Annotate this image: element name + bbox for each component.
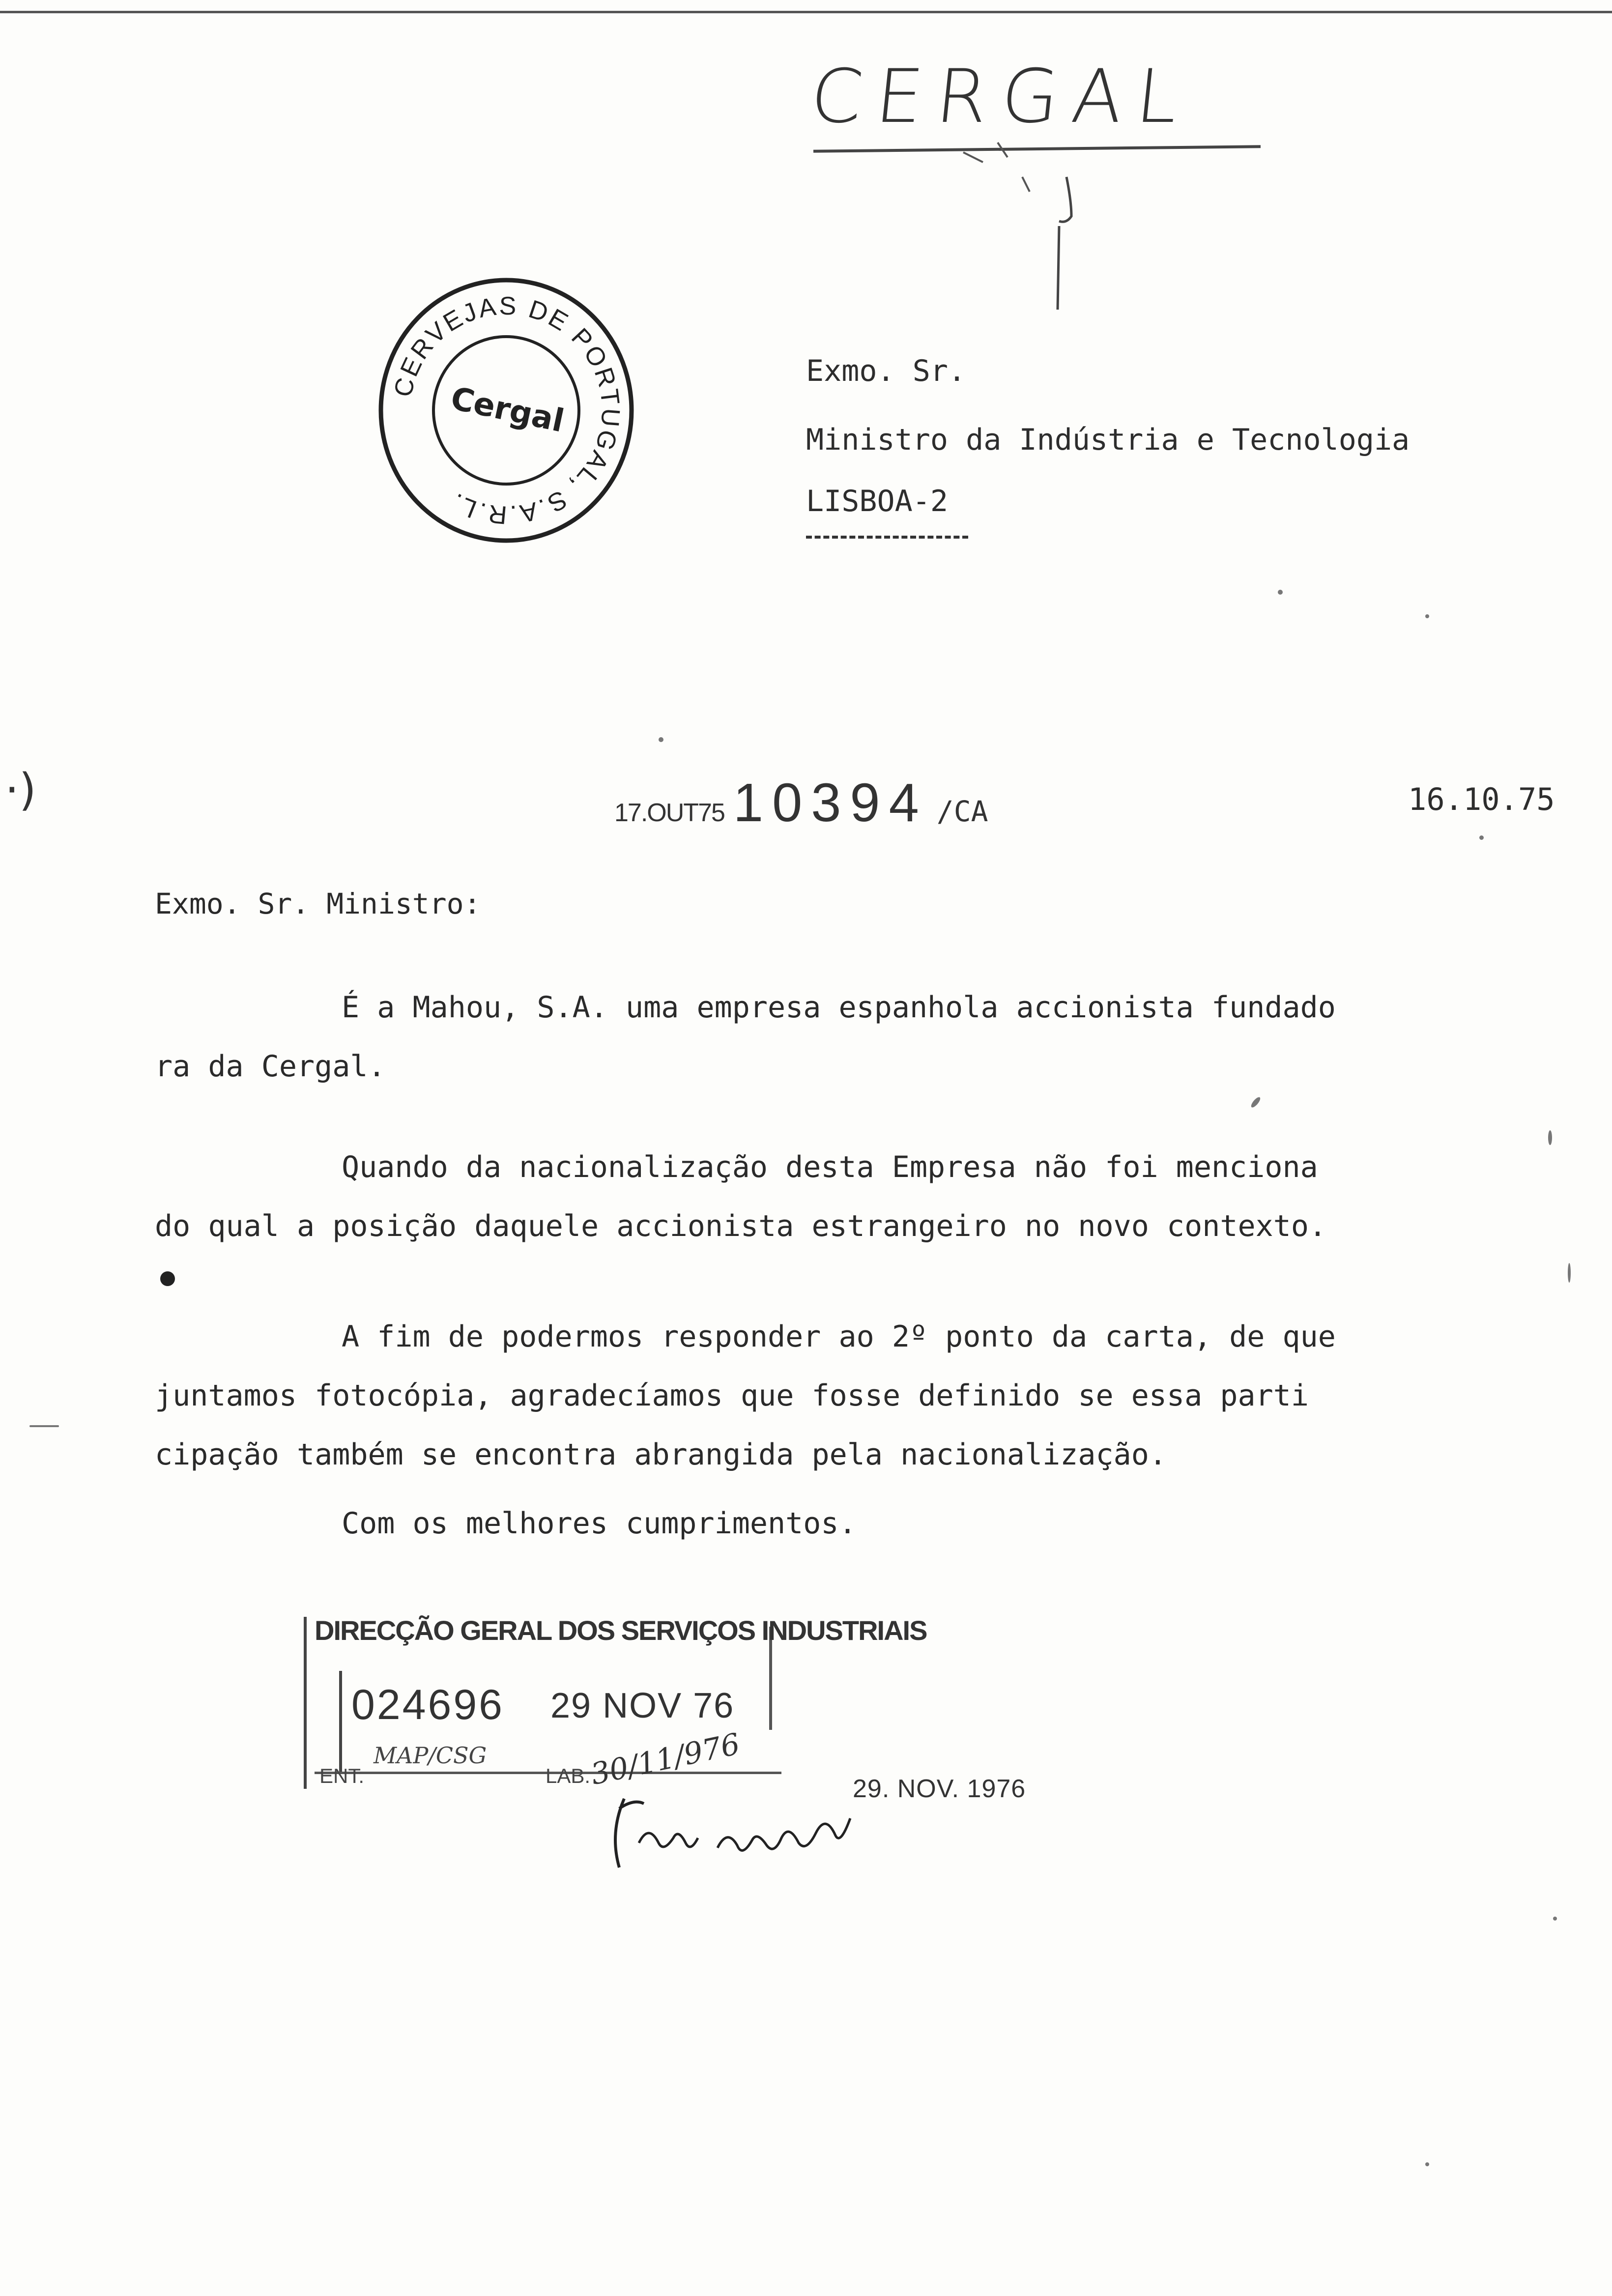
scan-speck: [1568, 1263, 1571, 1283]
registry-entry-date: 29 NOV 76: [550, 1686, 735, 1725]
closing-paragraph: [155, 1494, 1516, 1553]
paragraph-3-line-2: juntamos fotocópia, agradecíamos que fosse definido se essa parti: [155, 1378, 1309, 1413]
ink-dot: [160, 1271, 175, 1286]
received-date-stamp: 17.OUT75: [614, 799, 724, 827]
signature-date-stamp: 29. NOV. 1976: [853, 1775, 1026, 1803]
recipient-underline: [806, 536, 968, 539]
recipient-line-1: Exmo. Sr.: [806, 354, 966, 388]
handwritten-mark: [924, 123, 1121, 329]
paragraph-1: [155, 978, 1516, 1096]
scan-speck: [29, 1425, 59, 1427]
scan-speck: [1250, 1096, 1262, 1109]
paragraph-3-line-1: A fim de podermos responder ao 2º ponto da carta, de que: [342, 1320, 1336, 1354]
reference-number: 10394: [733, 773, 928, 833]
paragraph-2-line-1: Quando da nacionalização desta Empresa não foi menciona: [342, 1150, 1318, 1184]
scan-speck: [1278, 590, 1283, 595]
seal-ring-text: CERVEJAS DE PORTUGAL, S.A.R.L.: [388, 291, 625, 529]
seal-center-text: Cergal: [447, 380, 567, 440]
registry-stamp-title: DIRECÇÃO GERAL DOS SERVIÇOS INDUSTRIAIS: [315, 1615, 927, 1646]
scan-speck: [1553, 1917, 1557, 1921]
reference-suffix: /CA: [936, 795, 988, 828]
registry-ent-label: ENT.: [319, 1764, 365, 1787]
salutation: Exmo. Sr. Ministro:: [155, 887, 481, 920]
handwritten-title: CERGAL: [806, 54, 1196, 140]
paragraph-1-line-1: É a Mahou, S.A. uma empresa espanhola accionista fundado: [342, 990, 1336, 1025]
paragraph-3-line-3: cipação também se encontra abrangida pela nacionalização.: [155, 1437, 1167, 1472]
reference-line: [614, 772, 988, 834]
registry-entry-number: 024696: [351, 1681, 504, 1728]
margin-bracket-mark: ·): [5, 764, 36, 816]
paragraph-2-line-2: do qual a posição daquele accionista estrangeiro no novo contexto.: [155, 1209, 1327, 1243]
scan-speck: [1548, 1130, 1552, 1145]
registry-ent-value: MAP/CSG: [374, 1742, 487, 1769]
closing-line: Com os melhores cumprimentos.: [342, 1506, 857, 1541]
paragraph-2: [155, 1138, 1516, 1256]
letter-date: 16.10.75: [1408, 781, 1555, 817]
stamp-border-inner: [339, 1671, 342, 1774]
company-seal: [374, 273, 639, 548]
stamp-border-left: [304, 1617, 307, 1789]
registry-lab-label: LAB.: [546, 1764, 591, 1787]
paragraph-3: [155, 1307, 1516, 1484]
recipient-line-2: Ministro da Indústria e Tecnologia: [806, 423, 1410, 457]
scan-speck: [1425, 614, 1429, 618]
handwritten-signature: [604, 1789, 880, 1877]
paragraph-1-line-2: ra da Cergal.: [155, 1049, 386, 1084]
top-scan-edge: [0, 11, 1612, 13]
scan-speck: [1425, 2162, 1429, 2166]
scan-speck: [659, 737, 663, 742]
registry-lab-value: 30/11/976: [588, 1726, 743, 1792]
scan-speck: [1479, 835, 1484, 840]
recipient-line-3: LISBOA-2: [806, 484, 948, 518]
